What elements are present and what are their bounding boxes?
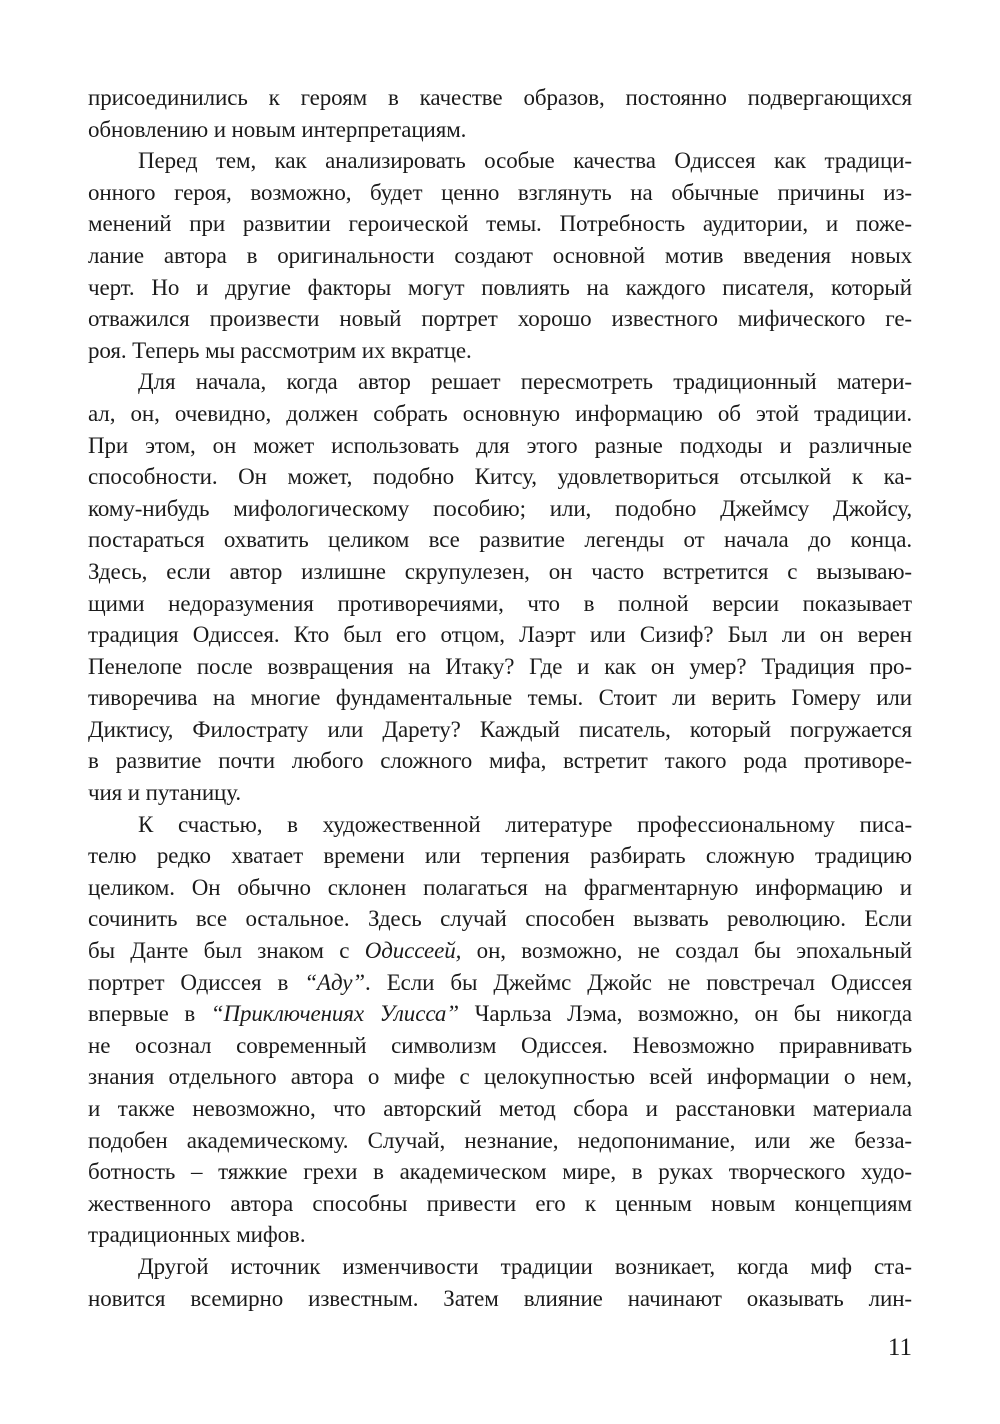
text-line: роя. Теперь мы рассмотрим их вкратце. bbox=[88, 337, 472, 363]
text-line: не осознал современный символизм Одиссея. Невозможно приравнивать bbox=[88, 1032, 912, 1058]
text-line: присоединились к героям в качестве образов, постоянно подвергающихся bbox=[88, 85, 912, 110]
text-line: сочинить все остальное. Здесь случай способен вызвать революцию. Если bbox=[88, 906, 912, 932]
text-line: телю редко хватает времени или терпения разбирать сложную традицию bbox=[88, 843, 912, 869]
text-line: При этом, он может использовать для этого разные подходы и различные bbox=[88, 432, 912, 458]
text-line: Для начала, когда автор решает пересмотреть традиционный матери- bbox=[138, 369, 912, 395]
text-line: бы Данте был знаком с Одиссеей, он, возможно, не создал бы эпохальный bbox=[88, 938, 912, 964]
paragraph bbox=[88, 809, 912, 1251]
text-line: обновлению и новым интерпретациям. bbox=[88, 116, 467, 142]
text-line: подобен академическому. Случай, незнание, недопонимание, или же безза- bbox=[88, 1127, 912, 1153]
text-line: способности. Он может, подобно Китсу, удовлетвориться отсылкой к ка- bbox=[88, 464, 912, 490]
text-line: впервые в “Приключениях Улисса” Чарльза Лэма, возможно, он бы никогда bbox=[88, 1001, 912, 1027]
text-line: Диктису, Филострату или Дарету? Каждый писатель, который погружается bbox=[88, 716, 912, 742]
text-line: и также невозможно, что авторский метод сбора и расстановки материала bbox=[88, 1096, 912, 1121]
text-line: черт. Но и другие факторы могут повлиять на каждого писателя, который bbox=[88, 274, 912, 300]
text-line: чия и путаницу. bbox=[88, 780, 241, 806]
text-line: менений при развитии героической темы. Потребность аудитории, и поже- bbox=[88, 211, 912, 237]
text-line: традиционных мифов. bbox=[88, 1222, 306, 1248]
text-line: знания отдельного автора о мифе с целокупностью всей информации о нем, bbox=[88, 1064, 912, 1090]
text-line: Перед тем, как анализировать особые качества Одиссея как традици- bbox=[138, 148, 912, 174]
paragraph bbox=[88, 366, 912, 808]
text-line: постараться охватить целиком все развитие легенды от начала до конца. bbox=[88, 527, 912, 553]
text-line: целиком. Он обычно склонен полагаться на фрагментарную информацию и bbox=[88, 874, 912, 900]
text-line: Здесь, если автор излишне скрупулезен, он часто встретится с вызываю- bbox=[88, 558, 912, 584]
text-line: традиция Одиссея. Кто был его отцом, Лаэрт или Сизиф? Был ли он верен bbox=[88, 622, 912, 648]
text-line: ботность – тяжкие грехи в академическом мире, в руках творческого худо- bbox=[88, 1159, 912, 1185]
paragraph bbox=[88, 82, 912, 145]
text-line: К счастью, в художественной литературе профессиональному писа- bbox=[138, 811, 912, 837]
text-line: ал, он, очевидно, должен собрать основную информацию об этой традиции. bbox=[88, 400, 912, 426]
paragraph bbox=[88, 145, 912, 366]
page-number-row bbox=[88, 1332, 912, 1364]
text-line: в развитие почти любого сложного мифа, встретит такого рода противоре- bbox=[88, 748, 912, 774]
text-line: Пенелопе после возвращения на Итаку? Где и как он умер? Традиция про- bbox=[88, 653, 912, 679]
text-line: кому-нибудь мифологическому пособию; или, подобно Джеймсу Джойсу, bbox=[88, 495, 912, 521]
text-line: жественного автора способны привести его к ценным новым концепциям bbox=[88, 1190, 912, 1216]
text-line: щими недоразумения противоречиями, что в полной версии показывает bbox=[88, 590, 912, 616]
text-line: онного героя, возможно, будет ценно взглянуть на обычные причины из- bbox=[88, 179, 912, 205]
text-line: тиворечива на многие фундаментальные темы. Стоит ли верить Гомеру или bbox=[88, 685, 912, 711]
paragraph bbox=[88, 1251, 912, 1314]
text-line: портрет Одиссея в “Аду”. Если бы Джеймс Джойс не повстречал Одиссея bbox=[88, 969, 912, 995]
page-text bbox=[88, 82, 912, 1314]
text-line: отважился произвести новый портрет хорошо известного мифического ге- bbox=[88, 306, 912, 332]
text-line: новится всемирно известным. Затем влияние начинают оказывать лин- bbox=[88, 1285, 912, 1311]
text-line: Другой источник изменчивости традиции возникает, когда миф ста- bbox=[138, 1253, 912, 1279]
text-line: лание автора в оригинальности создают основной мотив введения новых bbox=[88, 242, 912, 268]
page-number: 11 bbox=[887, 1334, 912, 1361]
